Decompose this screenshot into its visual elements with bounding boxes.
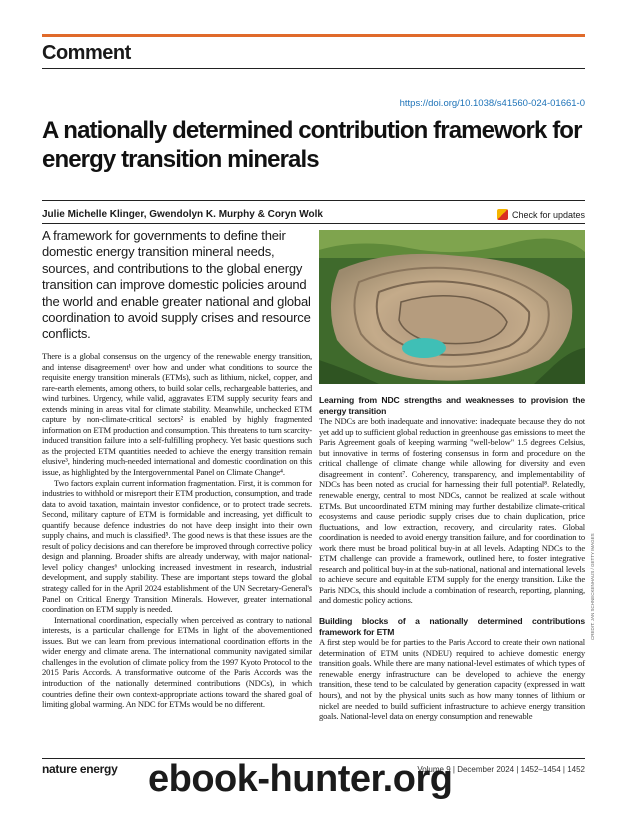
check-updates-label: Check for updates	[511, 209, 585, 220]
body-paragraph: There is a global consensus on the urgency of the renewable energy transition, and intense disagreement¹ over how and under what conditions to source the requisite energy transition minerals (ETMs), such as lithium, nickel, copper, and rare-earth elements, among others, to build solar cells, rechargeable batteries, and wind turbines. Urgency, while valid, aggravates ETM supply security fears and extends mining in areas vital for climate stability. Meanwhile, unchecked ETM capture by non-climate-critical sectors² is enabled by highly fragmented information on ETM production and consumption. This threatens to turn scarcity-induced transition failure into a self-fulfilling prophecy. Yet basic questions such as the projected ETM quantities needed to achieve the energy transition remain elusive³, hindering much-needed international and domestic coordination on this issue, as highlighted by the Intergovernmental Panel on Climate Change⁴.	[42, 351, 312, 478]
authors-rule	[42, 223, 585, 224]
title-rule	[42, 200, 585, 201]
check-updates-icon	[497, 209, 508, 220]
authors: Julie Michelle Klinger, Gwendolyn K. Murphy & Coryn Wolk	[42, 209, 323, 220]
body-paragraph: Two factors explain current information fragmentation. First, it is common for industries to withhold or misreport their ETM production, consumption, and trade data to avoid taxation, maintain investor confidence, or to protect trade secrets. Second, military capture of ETM is formidable and increasing, yet difficult to quantify because defence industries do not have deep insight into their own supply chains, and much is classified⁵. The good news is that these issues are the result of policy decisions and can therefore be improved through corrective policy design and planning. Broader shifts are already underway, with major national-level policy changes⁶ unlocking increased investment in research, industrial development, and supply stability. These are important steps toward the global strategy called for in the April 2024 establishment of the UN Secretary-General's Panel on Critical Energy Transition Minerals. However, greater international coordination on ETM supply is needed.	[42, 477, 313, 615]
body-paragraph: International coordination, especially when perceived as contrary to national interests, is a particular challenge for ETMs in light of the abovementioned issues. But we can learn from previous international coordination efforts in the wider energy and climate arena. The international community navigated similar challenges in the evolution of climate policy from the 1997 Kyoto Protocol to the 2015 Paris Accords. A transformative outcome of the Paris Accords was the introduction of the nationally determined contributions (NDCs), in which countries define their own context-appropriate actions toward the shared goal of limiting global warming. An NDC for ETMs would be no different.	[42, 614, 312, 710]
body-paragraph: The NDCs are both inadequate and innovative: inadequate because they do not yet add up to sufficient global reduction in greenhouse gas emissions to meet the Paris Agreement goals of keeping warming "well-below" 1.5 degrees Celsius, but innovative in terms of fostering consensus in form and procedure on the critical challenge of climate change while allowing for diversity and even disagreement in content⁷. Coherency, transparency, and implementability of NDCs has been noted as crucial for harnessing their full potential⁸. Relatedly, renewable energy, central to most NDCs, cannot be realized at scale without ETMs. But uncoordinated ETM mining may further destabilize climate-critical ecosystems and cause periodic supply crises due to chain duplication, price fluctuations, and low extraction, recovery, and circularity rates. Global coordination is needed to avoid energy transition failure, and for coordination to work there must be broad political buy-in at all levels. Adapting NDCs to the ETM challenge can provide a framework, outlined here, to foster integrative research and political buy-in at the sub-national, national and international levels to achieve secure and equitable ETM supply for the energy transition. Like the Paris NDCs, this should include a combination of research, reporting, planning, and domestic policy actions.	[319, 416, 585, 606]
section-heading: Building blocks of a nationally determined contributions framework for ETM	[319, 616, 585, 637]
check-for-updates-button[interactable]	[497, 209, 585, 220]
body-paragraph: A first step would be for parties to the Paris Accord to create their own national determination of ETM units (NDEU) required to achieve domestic energy transition goals. While there are many national-level estimates of which types of renewable energy infrastructure can be developed to achieve the energy transition, these tend to be calculated by generation capacity (expressed in watt hours), and not by the physical units such as how many tonnes of lithium or nickel are needed to build sufficient infrastructure to achieve energy transition goals. National-level data on energy consumption and renewable	[319, 637, 585, 722]
section-color-bar	[42, 34, 585, 37]
photo-credit: CREDIT: JAN SCHNECKENHAUS / GETTY IMAGES	[590, 533, 595, 640]
open-pit-mine-photo	[319, 230, 585, 384]
issue-info: Volume 9 | December 2024 | 1452–1454 | 1452	[417, 765, 585, 774]
body-column-left	[42, 351, 312, 710]
body-column-right	[319, 395, 585, 722]
standfirst: A framework for governments to define their domestic energy transition mineral needs, sources, and contributions to the global energy transition can improve domestic policies around the world and enable greater national and global coordination to avoid supply crises and resource conflicts.	[42, 228, 311, 342]
watermark: ebook-hunter.org	[148, 758, 453, 800]
journal-logo: nature energy	[42, 762, 118, 776]
header-rule	[42, 68, 585, 69]
section-label: Comment	[42, 42, 131, 64]
article-title: A nationally determined contribution framework for energy transition minerals	[42, 117, 582, 173]
doi-link[interactable]: https://doi.org/10.1038/s41560-024-01661-0	[399, 98, 585, 109]
section-heading: Learning from NDC strengths and weaknesses to provision the energy transition	[319, 395, 585, 416]
